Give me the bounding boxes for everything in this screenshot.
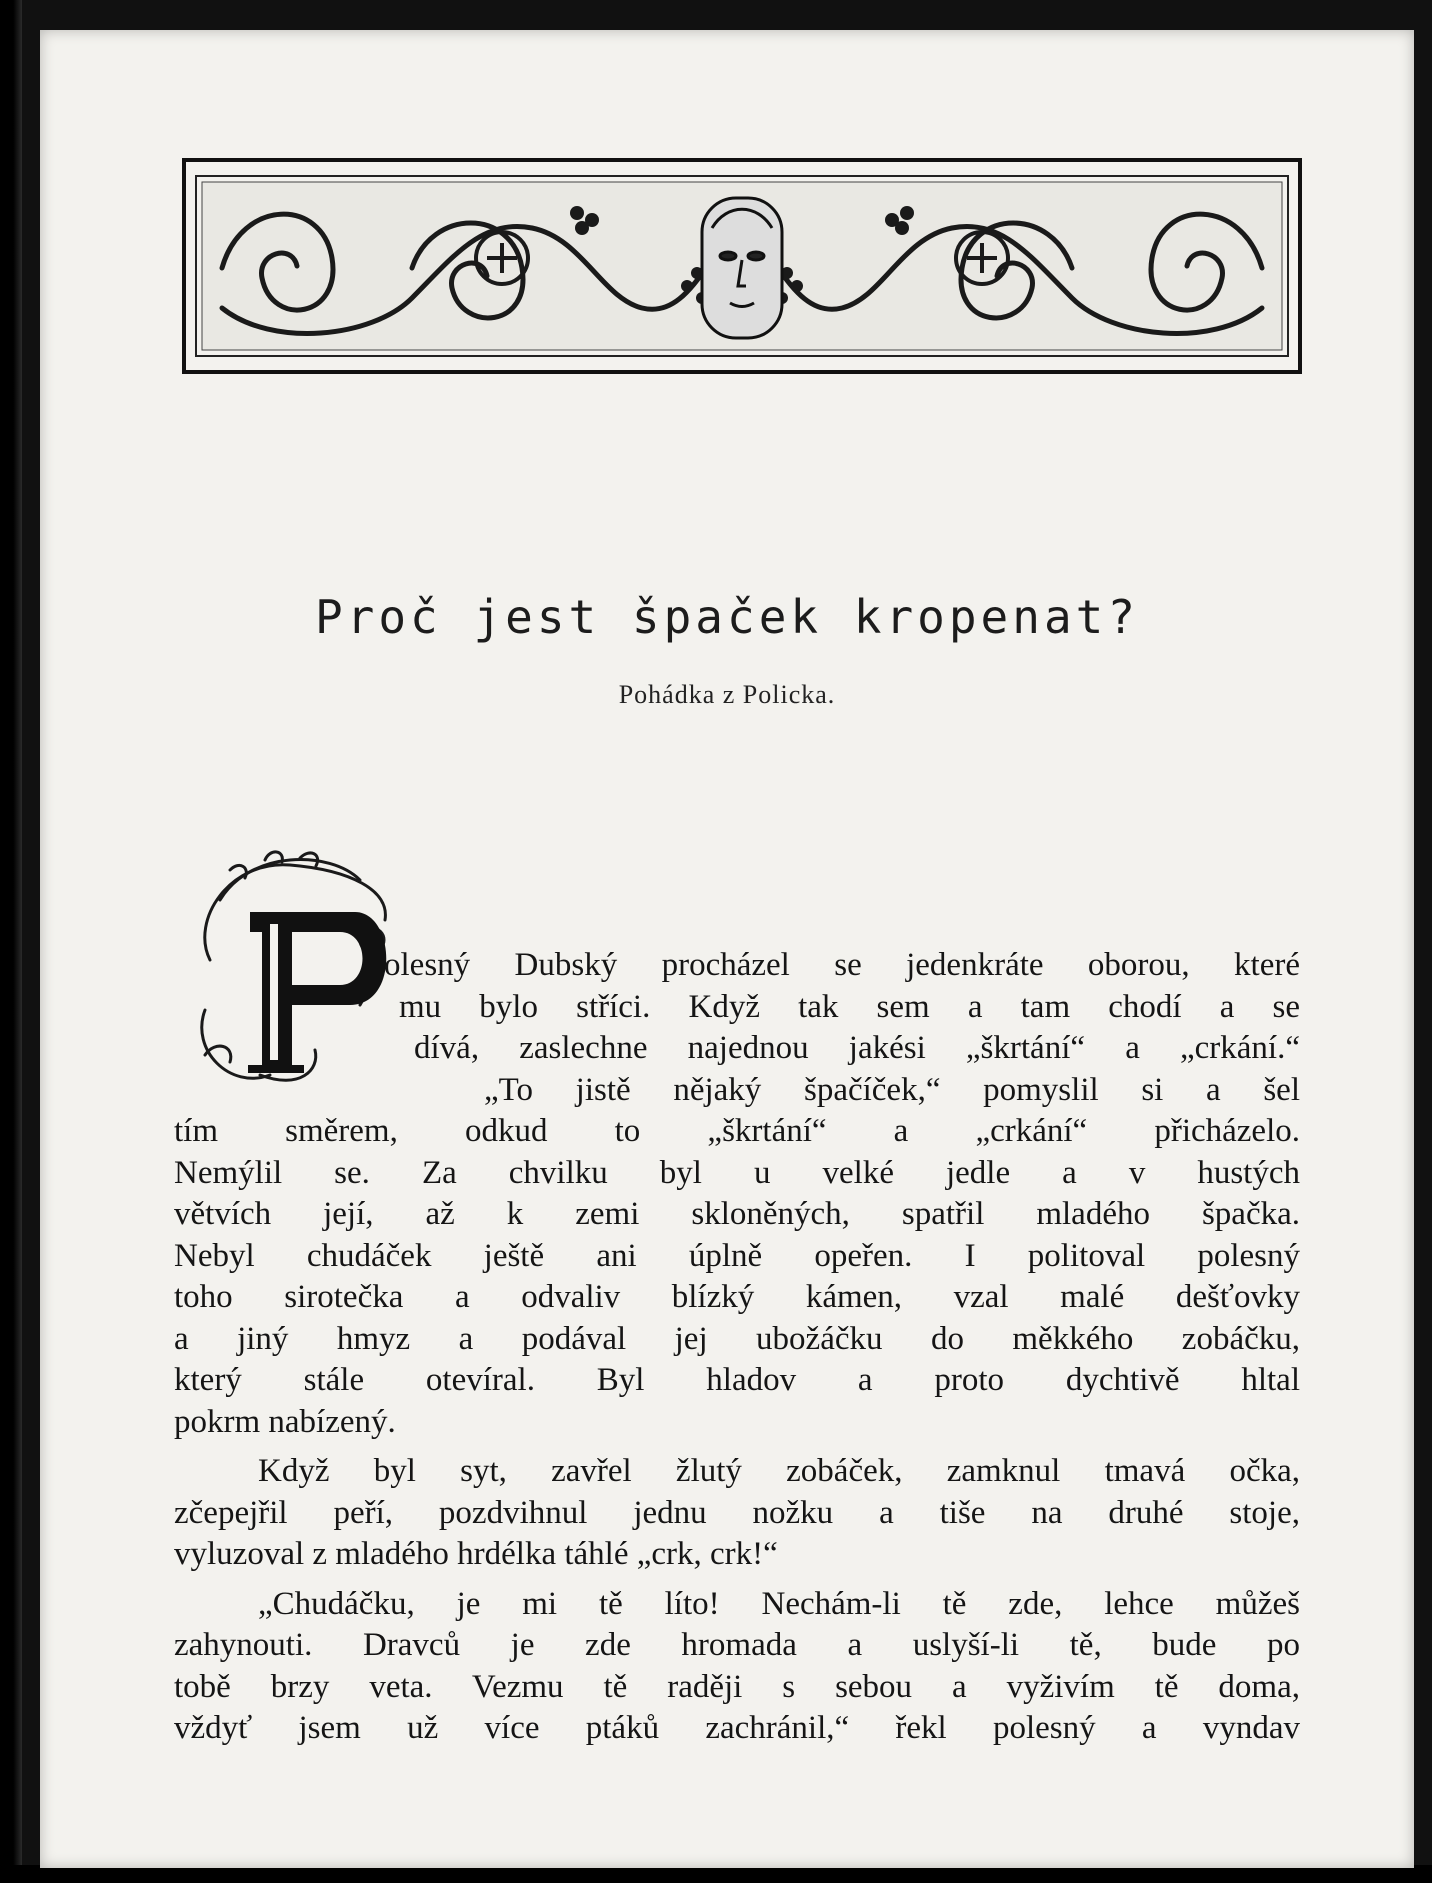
scan-left-edge [0,0,22,1883]
text-line: zčepejřil peří, pozdvihnul jednu nožku a tiše na druhé stoje, [174,1494,1300,1531]
story-body [174,945,1300,1750]
story-title: Proč jest špaček kropenat? [314,590,1140,644]
text-line: „To jistě nějaký špačíček,“ pomyslil si a šel [484,1071,1300,1108]
text-line: vyluzoval z mladého hrdélka táhlé „crk, crk!“ [174,1536,778,1572]
text-line: olesný Dubský procházel se jedenkráte oborou, které [384,947,1300,983]
text-line: „Chudáčku, je mi tě líto! Nechám-li tě zde, lehce můžeš [258,1585,1300,1622]
text-line: dívá, zaslechne najednou jakési „škrtání“ a „crkání.“ [414,1030,1300,1066]
book-page [40,30,1414,1868]
text-line: tím směrem, odkud to „škrtání“ a „crkání“ přicházelo. [174,1113,1300,1149]
story-subtitle: Pohádka z Policka. [618,680,836,709]
text-line: pokrm nabízený. [174,1403,396,1440]
ornamental-header-band [182,158,1302,374]
text-line: Nemýlil se. Za chvilku byl u velké jedle a v hustých [174,1154,1300,1191]
mask-face [702,198,782,338]
text-line: větvích její, až k zemi skloněných, spatřil mladého špačka. [174,1196,1300,1232]
text-line: který stále otevíral. Byl hladov a proto dychtivě hltal [174,1362,1300,1398]
ornament-graphic [182,158,1302,374]
text-line: a jiný hmyz a podával jej ubožáčku do měkkého zobáčku, [174,1320,1300,1357]
text-line: vždyť jsem už více ptáků zachránil,“ řekl polesný a vyndav [174,1710,1300,1746]
text-line: mu bylo stříci. Když tak sem a tam chodí a se [399,988,1300,1025]
text-line: tobě brzy veta. Vezmu tě raději s sebou a vyživím tě doma, [174,1668,1300,1705]
text-line: zahynouti. Dravců je zde hromada a uslyší-li tě, bude po [174,1627,1300,1663]
text-line: Když byl syt, zavřel žlutý zobáček, zamknul tmavá očka, [258,1453,1300,1489]
text-line: toho sirotečka a odvaliv blízký kámen, vzal malé dešťovky [174,1279,1300,1315]
text-line: Nebyl chudáček ještě ani úplně opeřen. I politoval polesný [174,1237,1300,1274]
